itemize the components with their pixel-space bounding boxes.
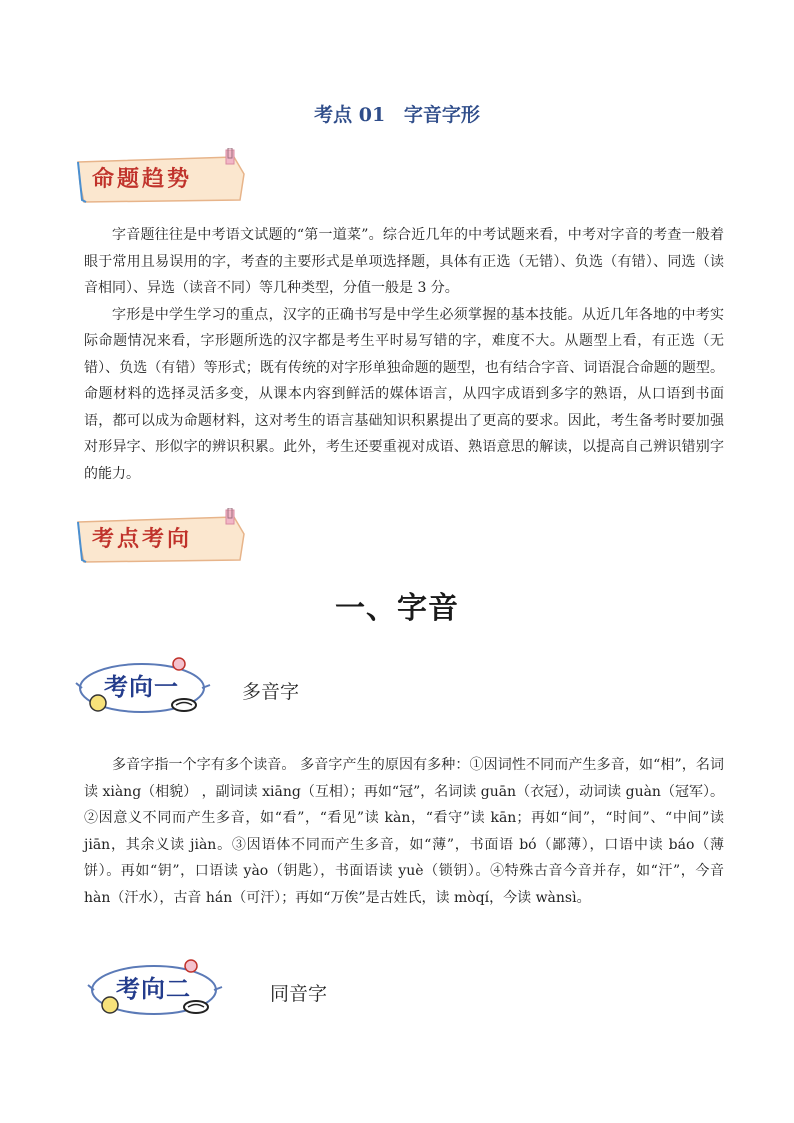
direction-badge-1	[74, 655, 214, 719]
section-banner-trend	[74, 148, 250, 206]
intro-paragraph: 字形是中学生学习的重点，汉字的正确书写是中学生必须掌握的基本技能。从近几年各地的中考实际命题情况来看，字形题所选的汉字都是考生平时易写错的字，难度不大。从题型上看，有正选（无错）、负选（有错）等形式；既有传统的对字形单独命题的题型，也有结合字音、词语混合命题的题型。命题材料的选择灵活多变，从课本内容到鲜活的媒体语言，从四字成语到多字的熟语，从口语到书面语，都可以成为命题材料，这对考生的语言基础知识积累提出了更高的要求。因此，考生备考时要加强对形异字、形似字的辨识积累。此外，考生还要重视对成语、熟语意思的解读，以提高自己辨识错别字的能力。	[84, 306, 724, 482]
direction-label: 同音字	[270, 983, 328, 1005]
badge-label: 考向一	[104, 672, 179, 701]
banner-label: 命题趋势	[92, 166, 193, 192]
polyphone-paragraph: 多音字指一个字有多个读音。 多音字产生的原因有多种：①因词性不同而产生多音，如“相”，名词读 xiàng（相貌） ，副词读 xiāng（互相）；再如“冠”，名词读 guān（衣冠），动词读 guàn（冠军）。②因意义不同而产生多音，如“看”，“看见”读 kàn，“看守”读 kān；再如“间”，“时间”、“中间”读 jiān，其余义读 jiàn。③因语体不同而产生多音，如“薄”，书面语 bó（鄙薄），口语中读 báo（薄饼）。再如“钥”，口语读 yào（钥匙），书面语读 yuè（锁钥）。④特殊古音今音并存，如“汗”，今音 hàn（汗水），古音 hán（可汗）；再如“万俟”是古姓氏，读 mòqí，今读 wànsì。	[84, 757, 724, 906]
polyphone-text	[84, 752, 724, 911]
title-name: 字音字形	[403, 104, 480, 126]
intro-text	[84, 222, 724, 487]
section-heading: 一、字音	[335, 591, 459, 626]
direction-badge-2	[86, 957, 226, 1021]
section-banner-direction	[74, 508, 250, 566]
badge-label: 考向二	[116, 974, 191, 1003]
banner-label: 考点考向	[92, 526, 193, 552]
title-number: 考点 01	[314, 104, 386, 126]
page-title	[0, 100, 794, 127]
direction-label: 多音字	[242, 681, 300, 703]
intro-paragraph: 字音题往往是中考语文试题的“第一道菜”。综合近几年的中考试题来看，中考对字音的考查一般着眼于常用且易误用的字，考查的主要形式是单项选择题，具体有正选（无错）、负选（有错）、同选（读音相同）、异选（读音不同）等几种类型，分值一般是 3 分。	[84, 227, 724, 296]
